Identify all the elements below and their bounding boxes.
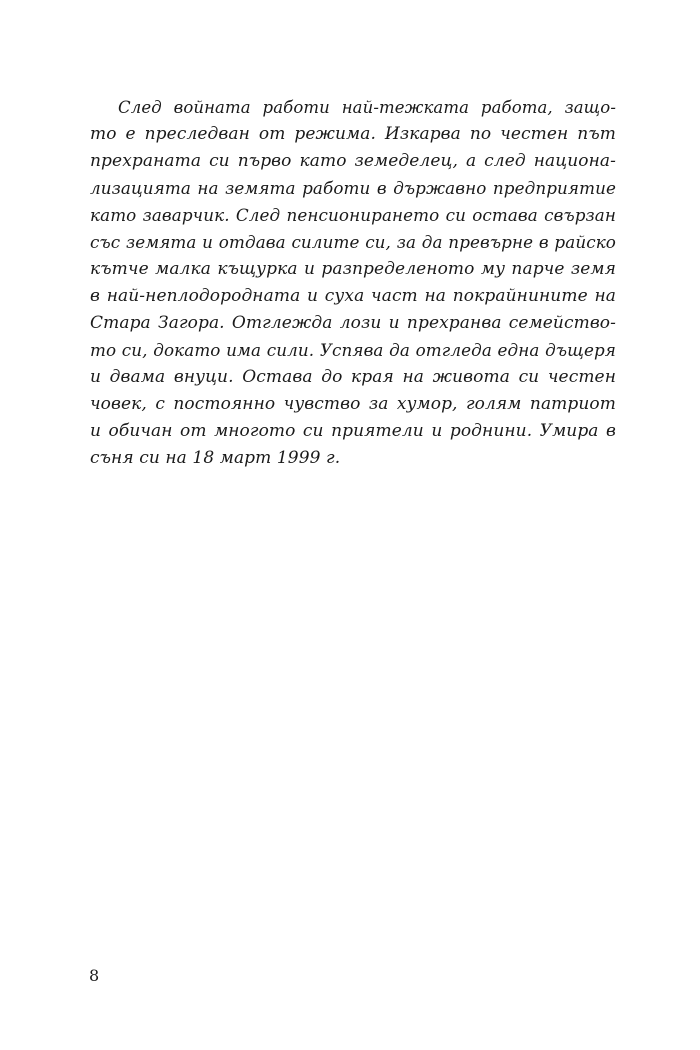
paragraph-line: то е преследван от режима. Изкарва по честен път	[90, 124, 616, 144]
paragraph-line: прехраната си първо като земеделец, а след национа-	[90, 151, 616, 171]
paragraph-line: Стара Загора. Отглежда лози и прехранва семейство-	[90, 313, 616, 333]
paragraph-line: в най-неплодородната и суха част на покрайнините на	[90, 286, 616, 306]
paragraph-line: като заварчик. След пенсионирането си остава свързан	[90, 205, 616, 225]
paragraph-line: то си, докато има сили. Успява да отгледа една дъщеря	[90, 340, 616, 360]
page-number: 8	[89, 966, 100, 985]
paragraph-line: След войната работи най-тежката работа, защо-	[118, 98, 616, 117]
paragraph-line: и обичан от многото си приятели и роднини. Умира в	[90, 421, 616, 441]
paragraph-line: човек, с постоянно чувство за хумор, голям патриот	[90, 394, 616, 414]
paragraph-line: със земята и отдава силите си, за да превърне в райско	[90, 232, 616, 252]
paragraph-line: лизацията на земята работи в държавно предприятие	[90, 178, 616, 198]
paragraph-line: кътче малка къщурка и разпределеното му парче земя	[90, 259, 616, 279]
paragraph-line: съня си на 18 март 1999 г.	[90, 448, 341, 468]
paragraph	[90, 94, 616, 472]
paragraph-line: и двама внуци. Остава до края на живота си честен	[90, 367, 616, 387]
